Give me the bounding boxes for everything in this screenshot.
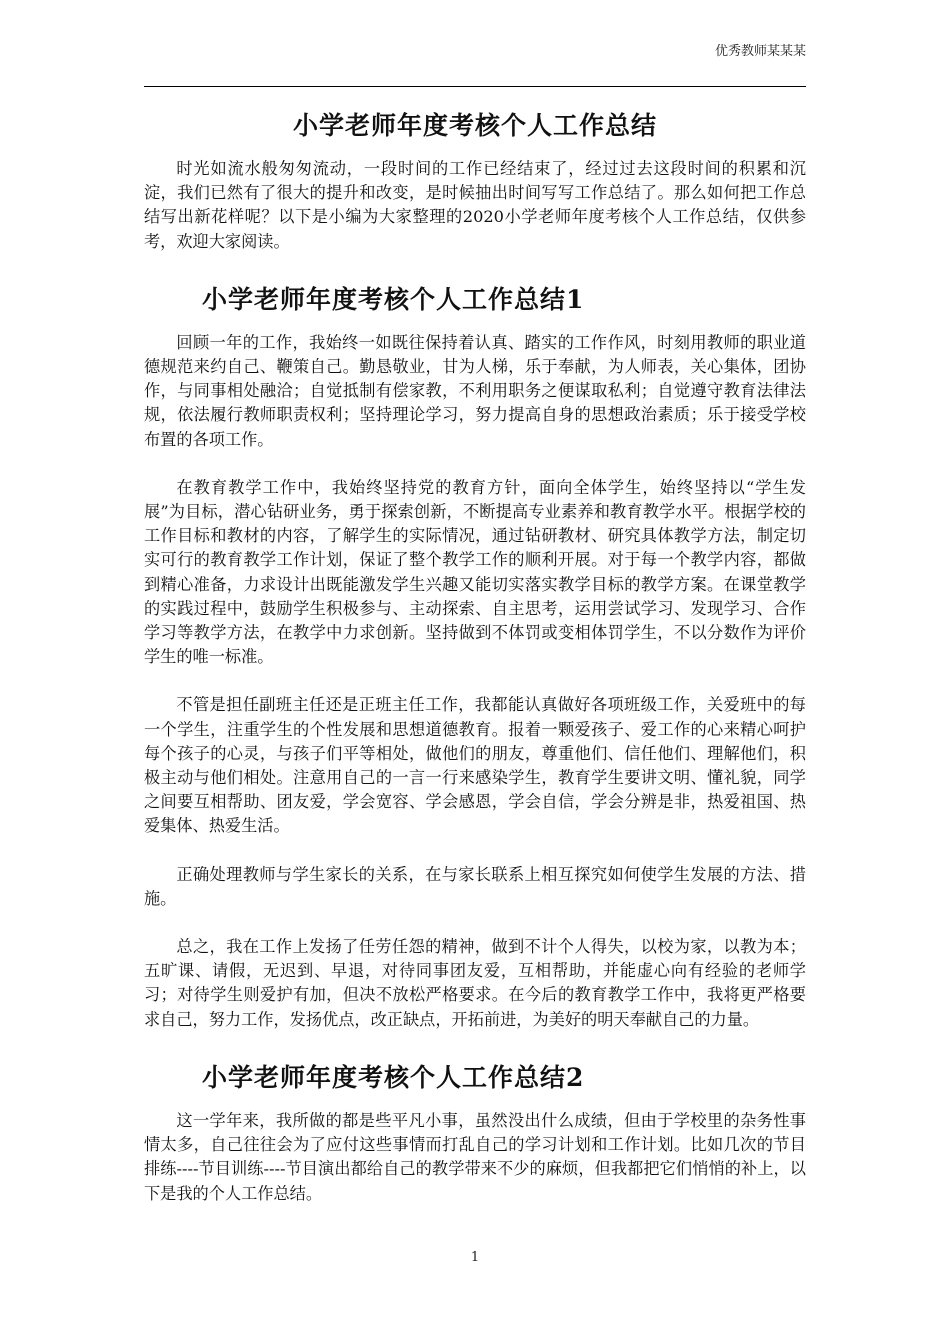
header-divider	[144, 86, 806, 87]
section-1-paragraph: 正确处理教师与学生家长的关系，在与家长联系上相互探究如何使学生发展的方法、措施。	[144, 864, 806, 908]
header-author: 优秀教师某某某	[714, 44, 806, 59]
section-1-heading: 小学老师年度考核个人工作总结1	[202, 284, 585, 314]
section-1-paragraph: 在教育教学工作中，我始终坚持党的教育方针，面向全体学生，始终坚持以“学生发展”为目标，潜心钻研业务，勇于探索创新，不断提高专业素养和教育教学水平。根据学校的工作目标和教材的内容，了解学生的实际情况，通过钻研教材、研究具体教学方法，制定切实可行的教育教学工作计划，保证了整个教学工作的顺利开展。对于每一个教学内容，都做到精心准备，力求设计出既能激发学生兴趣又能切实落实教学目标的教学方案。在课堂教学的实践过程中，鼓励学生积极参与、主动探索、自主思考，运用尝试学习、发现学习、合作学习等教学方法，在教学中力求创新。坚持做到不体罚或变相体罚学生，不以分数作为评价学生的唯一标准。	[144, 477, 806, 667]
section-1-paragraph: 不管是担任副班主任还是正班主任工作，我都能认真做好各项班级工作，关爱班中的每一个学生，注重学生的个性发展和思想道德教育。报着一颗爱孩子、爱工作的心来精心呵护每个孩子的心灵，与孩子们平等相处，做他们的朋友，尊重他们、信任他们、理解他们，积极主动与他们相处。注意用自己的一言一行来感染学生，教育学生要讲文明、懂礼貌，同学之间要互相帮助、团友爱，学会宽容、学会感恩，学会自信，学会分辨是非，热爱祖国、热爱集体、热爱生活。	[144, 695, 806, 836]
section-2-paragraph: 这一学年来，我所做的都是些平凡小事，虽然没出什么成绩，但由于学校里的杂务性事情太多，自己往往会为了应付这些事情而打乱自己的学习计划和工作计划。比如几次的节目排练----节目训练----节目演出都给自己的教学带来不少的麻烦，但我都把它们悄悄的补上，以下是我的个人工作总结。	[144, 1110, 806, 1203]
section-2-heading: 小学老师年度考核个人工作总结2	[202, 1062, 585, 1092]
section-1-paragraph: 回顾一年的工作，我始终一如既往保持着认真、踏实的工作作风，时刻用教师的职业道德规范来约自己、鞭策自己。勤恳敬业，甘为人梯，乐于奉献，为人师表，关心集体，团协作，与同事相处融洽；自觉抵制有偿家教，不利用职务之便谋取私利；自觉遵守教育法律法规，依法履行教师职责权利；坚持理论学习，努力提高自身的思想政治素质；乐于接受学校布置的各项工作。	[144, 332, 806, 449]
document-title: 小学老师年度考核个人工作总结	[292, 111, 657, 140]
intro-paragraph: 时光如流水般匆匆流动，一段时间的工作已经结束了，经过过去这段时间的积累和沉淀，我们已然有了很大的提升和改变，是时候抽出时间写写工作总结了。那么如何把工作总结写出新花样呢？以下是小编为大家整理的2020小学老师年度考核个人工作总结，仅供参考，欢迎大家阅读。	[144, 159, 806, 251]
section-1-paragraph: 总之，我在工作上发扬了任劳任怨的精神，做到不计个人得失，以校为家，以教为本；五旷课、请假，无迟到、早退，对待同事团友爱，互相帮助，并能虚心向有经验的老师学习；对待学生则爱护有加，但决不放松严格要求。在今后的教育教学工作中，我将更严格要求自己，努力工作，发扬优点，改正缺点，开拓前进，为美好的明天奉献自己的力量。	[144, 937, 806, 1029]
page-number: 1	[470, 1250, 480, 1265]
document-body	[144, 108, 806, 1230]
